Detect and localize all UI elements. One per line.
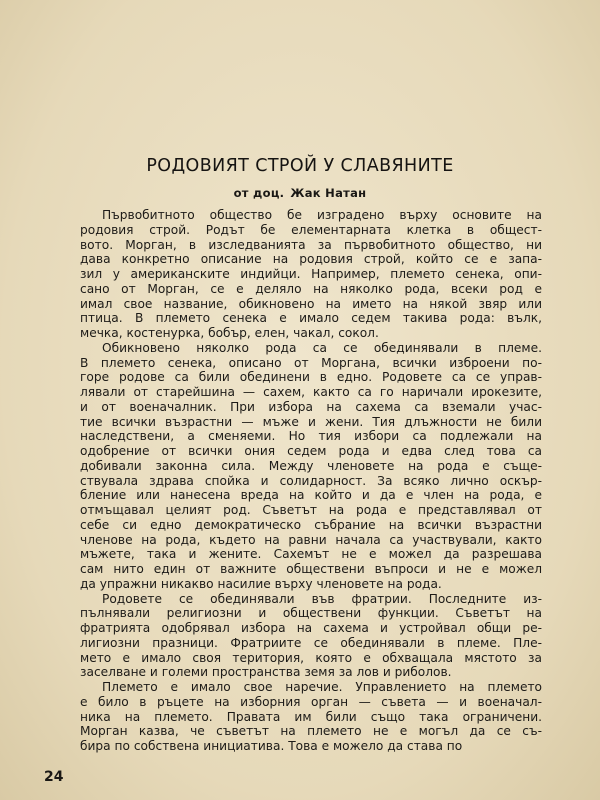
- paragraph: [80, 680, 542, 754]
- text-line: Първобитното общество бе изградено върху основите на: [102, 208, 542, 222]
- text-line: да упражни никакво насилие върху членовете на рода.: [80, 576, 442, 591]
- text-line: е било в ръцете на изборния орган — съвета — и военачал-: [80, 694, 542, 709]
- article-byline: [0, 186, 600, 200]
- text-line: лигиозни празници. Фратриите се обединявали в племе. Пле-: [80, 635, 542, 650]
- paragraph: [80, 592, 542, 681]
- article-title: РОДОВИЯТ СТРОЙ У СЛАВЯНИТЕ: [146, 156, 454, 176]
- text-line: одобрение от всички ония седем рода и едва след това са: [80, 444, 542, 458]
- text-line: дава конкретно описание на родовия строй, който се е запа-: [80, 252, 542, 267]
- text-line: лявали от старейшина — сахем, както са го наричали ирокезите,: [80, 385, 542, 399]
- text-line: Обикновено няколко рода са се обединявали в племе.: [102, 340, 542, 355]
- text-line: сано от Морган, се е деляло на няколко рода, всеки род е: [80, 281, 542, 296]
- text-line: наследствени, а сменяеми. Но тия избори са подлежали на: [80, 429, 542, 444]
- text-line: Родовете се обединявали във фратрии. Последните из-: [102, 591, 542, 606]
- text-line: отмъщавал целият род. Съветът на рода е представлявал от: [80, 503, 542, 517]
- byline-prefix: от доц.: [233, 186, 285, 200]
- text-line: птица. В племето сенека е имало седем такива рода: вълк,: [80, 311, 542, 326]
- author-name: Жак Натан: [290, 186, 367, 200]
- paragraph: [80, 208, 542, 341]
- paragraph: [80, 341, 542, 592]
- text-line: родовия строй. Родът бе елементарната клетка в общест-: [80, 222, 542, 237]
- text-line: ника на племето. Правата им били също така ограничени.: [80, 709, 542, 724]
- page-number: 24: [44, 769, 64, 785]
- text-line: мъжете, така и жените. Сахемът не е можел да разрешава: [80, 547, 542, 562]
- text-line: сам нито един от важните обществени въпроси и не е можел: [80, 562, 542, 576]
- text-line: бление или нанесена вреда на който и да е член на рода, е: [80, 488, 542, 503]
- text-line: В племето сенека, описано от Моргана, всички изброени по-: [80, 355, 542, 370]
- text-line: Племето е имало свое наречие. Управлението на племето: [102, 680, 542, 694]
- text-line: заселване и големи пространства земя за лов и риболов.: [80, 665, 452, 680]
- text-line: мечка, костенурка, бобър, елен, чакал, сокол.: [80, 326, 379, 340]
- text-line: горе родове са били обединени в едно. Родовете са се управ-: [80, 370, 542, 385]
- text-line: зил у американските индийци. Например, племето сенека, опи-: [80, 267, 542, 281]
- text-line: имал свое название, обикновено на името на някой звяр или: [80, 296, 542, 311]
- article-body: [80, 208, 542, 754]
- text-line: и от военачалник. При избора на сахема са вземали учас-: [80, 399, 542, 414]
- text-line: бира по собствена инициатива. Това е можело да става по: [80, 739, 463, 753]
- text-line: добивали законна сила. Между членовете на рода е съще-: [80, 458, 542, 473]
- text-line: пълнявали религиозни и обществени функции. Съветът на: [80, 606, 542, 621]
- text-line: мето е имало своя територия, която е обхващала мястото за: [80, 650, 542, 665]
- text-line: Морган казва, че съветът на племето не е могъл да се съ-: [80, 724, 542, 739]
- text-line: ствувала здрава спойка и солидарност. За всяко лично оскър-: [80, 473, 542, 488]
- text-line: фратрията одобрявал избора на сахема и устройвал общи ре-: [80, 621, 542, 635]
- text-line: тие всички възрастни — мъже и жени. Тия длъжности не били: [80, 414, 542, 429]
- text-line: вото. Морган, в изследванията за първобитното общество, ни: [80, 237, 542, 252]
- text-line: себе си едно демократическо събрание на всички възрастни: [80, 517, 542, 532]
- text-line: членове на рода, където на равни начала са участвували, както: [80, 532, 542, 547]
